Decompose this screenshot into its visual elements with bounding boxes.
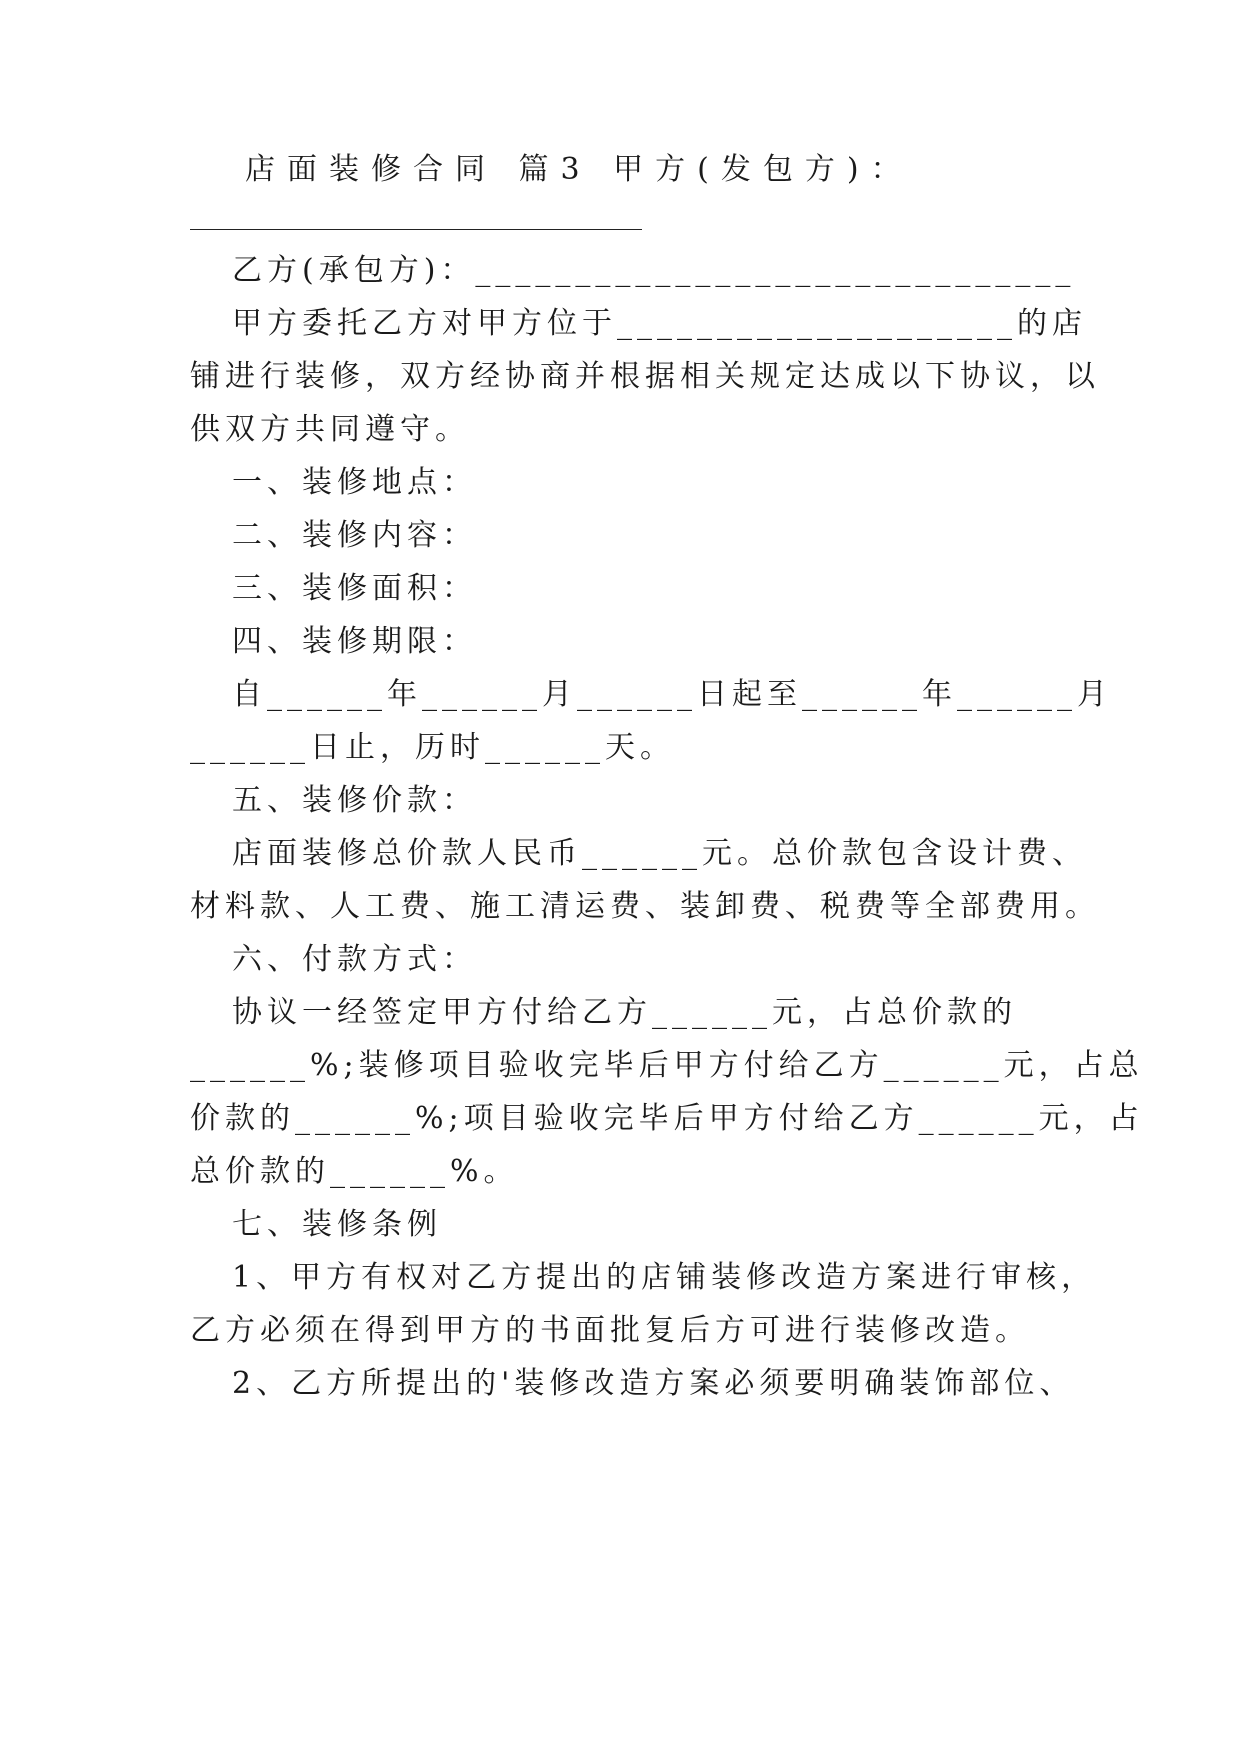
paragraph-line: 协议一经签定甲方付给乙方______元，占总价款的 — [232, 995, 1017, 1030]
paragraph-line: 乙方必须在得到甲方的书面批复后方可进行装修改造。 — [190, 1313, 1030, 1348]
paragraph-line: 铺进行装修，双方经协商并根据相关规定达成以下协议，以 — [190, 359, 1100, 394]
paragraph-line: 总价款的______%。 — [190, 1154, 519, 1189]
party-a-blank-line — [190, 229, 642, 230]
section-heading-location: 一、装修地点： — [232, 465, 477, 500]
section-heading-content: 二、装修内容： — [232, 518, 477, 553]
section-heading-rules: 七、装修条例 — [232, 1207, 442, 1242]
section-heading-period: 四、装修期限： — [232, 624, 477, 659]
paragraph-line: 材料款、人工费、施工清运费、装卸费、税费等全部费用。 — [190, 889, 1100, 924]
paragraph-line: ______日止，历时______天。 — [190, 730, 675, 765]
paragraph-line: 店面装修总价款人民币______元。总价款包含设计费、 — [232, 836, 1087, 871]
paragraph-line: 价款的______%;项目验收完毕后甲方付给乙方______元，占 — [190, 1101, 1144, 1136]
paragraph-line: 甲方委托乙方对甲方位于____________________的店 — [232, 306, 1087, 341]
paragraph-line: 自______年______月______日起至______年______月 — [232, 677, 1112, 712]
paragraph-line: ______%;装修项目验收完毕后甲方付给乙方______元，占总 — [190, 1048, 1144, 1083]
title-line: 店面装修合同 篇3 甲方(发包方)： — [245, 152, 913, 187]
paragraph-line: 2、乙方所提出的'装修改造方案必须要明确装饰部位、 — [232, 1366, 1075, 1401]
party-b-line: 乙方(承包方)：______________________________ — [232, 253, 1076, 288]
section-heading-area: 三、装修面积： — [232, 571, 477, 606]
section-heading-payment: 六、付款方式： — [232, 942, 477, 977]
paragraph-line: 1、甲方有权对乙方提出的店铺装修改造方案进行审核， — [232, 1260, 1097, 1295]
section-heading-price: 五、装修价款： — [232, 783, 477, 818]
paragraph-line: 供双方共同遵守。 — [190, 412, 470, 447]
